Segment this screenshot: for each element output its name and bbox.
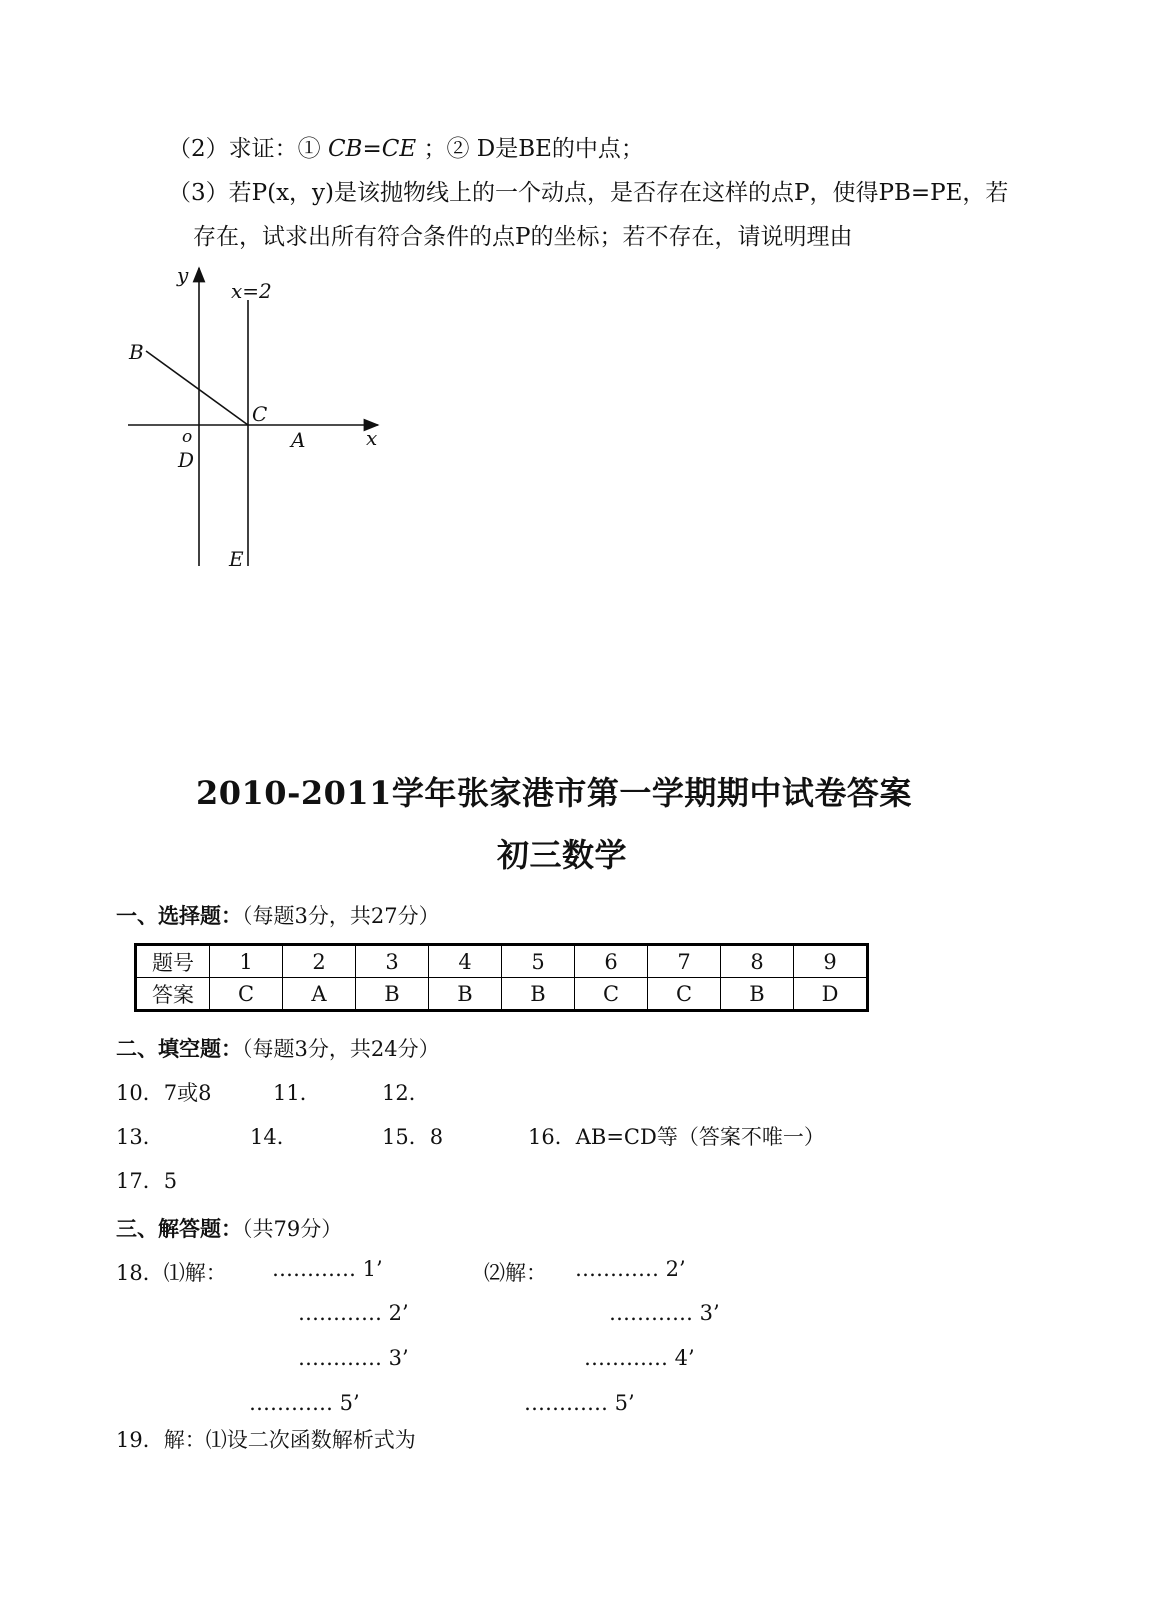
score-mark: ………… 4’ <box>584 1346 695 1370</box>
question-part3-line1: （3）若P(x，y)是该抛物线上的一个动点，是否存在这样的点P，使得PB=PE，若 <box>168 180 1009 206</box>
section3-note: （共79分） <box>242 1217 343 1241</box>
answer-q13: 13． <box>116 1125 164 1149</box>
claim2-marker: ② <box>446 136 470 162</box>
answer-q12: 12． <box>382 1081 430 1105</box>
question-number-cell: 4 <box>429 945 502 978</box>
answer-q14: 14． <box>250 1125 298 1149</box>
answer-cell: B <box>721 978 794 1011</box>
part2-prefix: （2）求证： <box>168 136 298 162</box>
answer-cell: A <box>283 978 356 1011</box>
answer-table <box>134 943 869 1012</box>
table-row <box>136 945 868 978</box>
answer-q10: 10．7或8 <box>116 1081 212 1105</box>
question-number-cell: 5 <box>502 945 575 978</box>
question-number-cell: 1 <box>210 945 283 978</box>
question-number-cell: 8 <box>721 945 794 978</box>
score-mark: ………… 3’ <box>298 1346 409 1370</box>
score-mark: ………… 5’ <box>524 1391 635 1415</box>
question-number-cell: 6 <box>575 945 648 978</box>
score-mark: ………… 3’ <box>609 1301 720 1325</box>
answer-cell: C <box>575 978 648 1011</box>
section2-heading: 二、填空题： <box>116 1036 242 1061</box>
section1-note: （每题3分，共27分） <box>242 904 440 928</box>
row2-header: 答案 <box>136 978 210 1011</box>
answer-q16: 16．AB=CD等（答案不唯一） <box>528 1125 825 1149</box>
table-row <box>136 978 868 1011</box>
line-label: x=2 <box>231 279 272 303</box>
y-axis-label: y <box>177 263 189 287</box>
q18-part2-label: ⑵解： <box>484 1261 547 1285</box>
claim2-text: D是BE的中点； <box>476 136 644 162</box>
answer-cell: C <box>648 978 721 1011</box>
q18-part1-label: 18．⑴解： <box>116 1261 227 1285</box>
origin-label: o <box>182 427 193 447</box>
point-a-label: A <box>291 428 306 452</box>
section3-heading: 三、解答题： <box>116 1216 242 1241</box>
x-axis-label: x <box>366 426 378 450</box>
coordinate-graph <box>0 0 420 590</box>
point-e-label: E <box>229 547 244 571</box>
answer-q17: 17．5 <box>116 1169 178 1193</box>
answer-cell: B <box>429 978 502 1011</box>
q19-start: 19．解：⑴设二次函数解析式为 <box>116 1428 416 1452</box>
row1-header: 题号 <box>136 945 210 978</box>
claim1-marker: ① <box>297 136 321 162</box>
score-mark: ………… 2’ <box>575 1257 686 1281</box>
claim-separator: ； <box>423 136 447 162</box>
score-mark: ………… 1’ <box>272 1257 383 1281</box>
section1-heading: 一、选择题： <box>116 903 242 928</box>
answer-cell: B <box>502 978 575 1011</box>
point-b-label: B <box>129 340 144 364</box>
section3-header <box>116 1213 342 1243</box>
answer-cell: B <box>356 978 429 1011</box>
score-mark: ………… 5’ <box>249 1391 360 1415</box>
section1-header <box>116 900 440 930</box>
score-mark: ………… 2’ <box>298 1301 409 1325</box>
point-c-label: C <box>252 402 268 426</box>
section2-header <box>116 1033 440 1063</box>
question-number-cell: 7 <box>648 945 721 978</box>
answer-cell: C <box>210 978 283 1011</box>
segment-bc <box>146 351 248 425</box>
answer-q15: 15．8 <box>382 1125 444 1149</box>
section2-note: （每题3分，共24分） <box>242 1037 440 1061</box>
claim1-text: CB=CE <box>327 136 417 162</box>
point-d-label: D <box>178 448 195 472</box>
answer-q11: 11． <box>273 1081 321 1105</box>
question-number-cell: 9 <box>794 945 868 978</box>
question-number-cell: 2 <box>283 945 356 978</box>
question-part3-line2: 存在，试求出所有符合条件的点P的坐标；若不存在，请说明理由 <box>193 224 853 250</box>
page-subtitle: 初三数学 <box>497 836 628 874</box>
question-number-cell: 3 <box>356 945 429 978</box>
page-title: 2010-2011学年张家港市第一学期期中试卷答案 <box>196 774 912 812</box>
answer-cell: D <box>794 978 868 1011</box>
